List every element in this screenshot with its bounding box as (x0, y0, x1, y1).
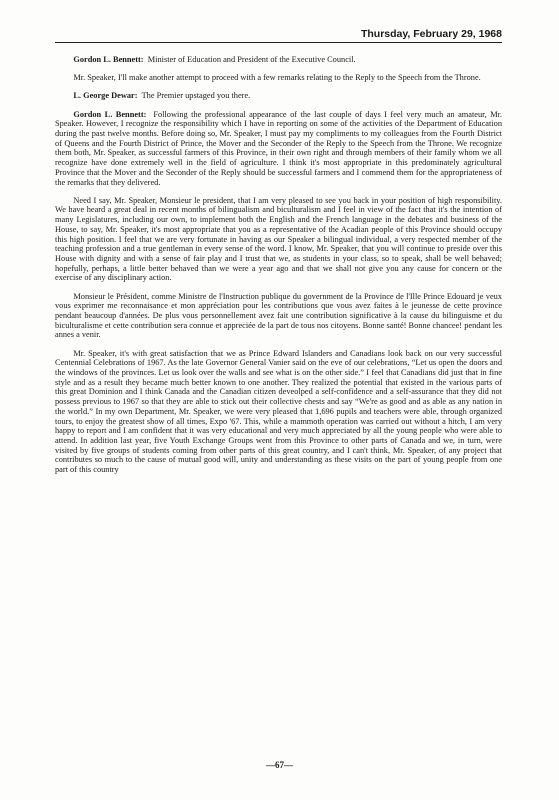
speaker-name: Gordon L. Bennett: (73, 55, 144, 64)
paragraph (55, 91, 502, 101)
document-body (55, 55, 502, 483)
speaker-name: Gordon L. Bennett: (73, 109, 147, 119)
paragraph-text: Monsieur le Président, comme Ministre de l'Instruction publique du government de la Province de l'Ille Prince Edouard je veux vous exprimer me reconnaisance et mon appréciation pour les contributions que vous avez faites à le jeunesse de cette province pendant beaucoup d'années. De plus vous personnellement avez fait une contribution significative à la cause du bilinguisme et du biculturalisme et cette contribution sera connue et appreciée de la part de tous nos citoyens. Bonne santé! Bonne chancee! pendant les annes a venir. (55, 291, 502, 340)
paragraph-text: Mr. Speaker, I'll make another attempt to proceed with a few remarks relating to the Reply to the Speech from the Throne. (73, 73, 481, 83)
page-header (55, 28, 502, 43)
paragraph-text: Need I say, Mr. Speaker, Monsieur le president, that I am very pleased to see you back in your position of high responsibility. We have heard a great deal in recent months of bilingualism and biculturalism and I feel in view of the fact that it's the intention of many Legislatures, including our own, to implement both the English and the French language in the debates and business of the House, to say, Mr. Speaker, it's most appropriate that you as a representative of the Acadian people of this Province should occupy this high position. I feel that we are very fortunate in having as our Speaker a bilingual individual, a very respected member of the teaching profession and a true gentleman in every sense of the word. I know, Mr. Speaker, that you will continue to preside over this House with dignity and with a sense of fair play and I trust that we, as students in your class, so to speak, shall be well behaved; hopefully, perhaps, a little better behaved than we were a year ago and that we shall not give you any cause for concern or the exercise of any disciplinary action. (55, 195, 502, 283)
paragraph (55, 196, 502, 283)
header-date: Thursday, February 29, 1968 (360, 28, 502, 40)
paragraph (55, 55, 502, 65)
page-number: —67— (266, 760, 293, 770)
paragraph-text: Following the professional appearance of the last couple of days I feel very much an amateur, Mr. Speaker. However, I recognize the responsibility which I have in reporting on some of the activities of the Department of Education during the past twelve months. Before doing so, Mr. Speaker, I must pay my compliments to my colleagues from the Fourth District of Queens and the Fourth District of Prince, the Mover and the Seconder of the Reply to the Speech from the Throne. We recognize them both, Mr. Speaker, as successful farmers of this Province, in their own right and through members of their family whom we all recognize have done extremely well in the field of agriculture. I think it's most appropriate in this predominately agricultural Province that the Mover and the Seconder of the Reply should be successful farmers and I commend them for the appropriateness of the remarks that they delivered. (55, 109, 503, 187)
paragraph-text: Minister of Education and President of the Executive Council. (147, 55, 356, 64)
paragraph-text: The Premier upstaged you there. (141, 91, 251, 101)
paragraph (55, 349, 502, 475)
paragraph (55, 292, 502, 341)
paragraph-text: Mr. Speaker, it's with great satisfaction that we as Prince Edward Islanders and Canadians look back on our very successful Centennial Celebrations of 1967. As the late Governor General Vanier said on the eve of our celebrations, “Let us open the doors and the windows of the provinces. Let us look over the walls and see what is on the other side.” I feel that Canadians did just that in fine style and as a result they became much better known to one another. They realized the potential that existed in the various parts of this great Dominion and I think Canada and the Canadian citizen deveolped a self-confidence and a self-assurance that they did not possess previous to 1967 so that they are able to stick out their collective chests and say “We're as good and as able as any nation in the world.” In my own Department, Mr. Speaker, we were very pleased that 1,696 pupils and teachers were able, through organized tours, to enjoy the greatest show of all times, Expo '67. This, while a mammoth operation was carried out without a hitch, I am very happy to report and I am confident that it was very educational and very much appreciated by all the young people who were able to attend. In addition last year, five Youth Exchange Groups went from this Province to other parts of Canada and we, in turn, were visited by five groups of students coming from other parts of this great country, and I can't think, Mr. Speaker, of any project that contributes so much to the cause of mutual good will, unity and understanding as these visits on the part of young people from one part of this country (55, 348, 502, 475)
paragraph (55, 110, 502, 188)
speaker-name: L. George Dewar: (73, 91, 138, 101)
paragraph (55, 73, 502, 83)
